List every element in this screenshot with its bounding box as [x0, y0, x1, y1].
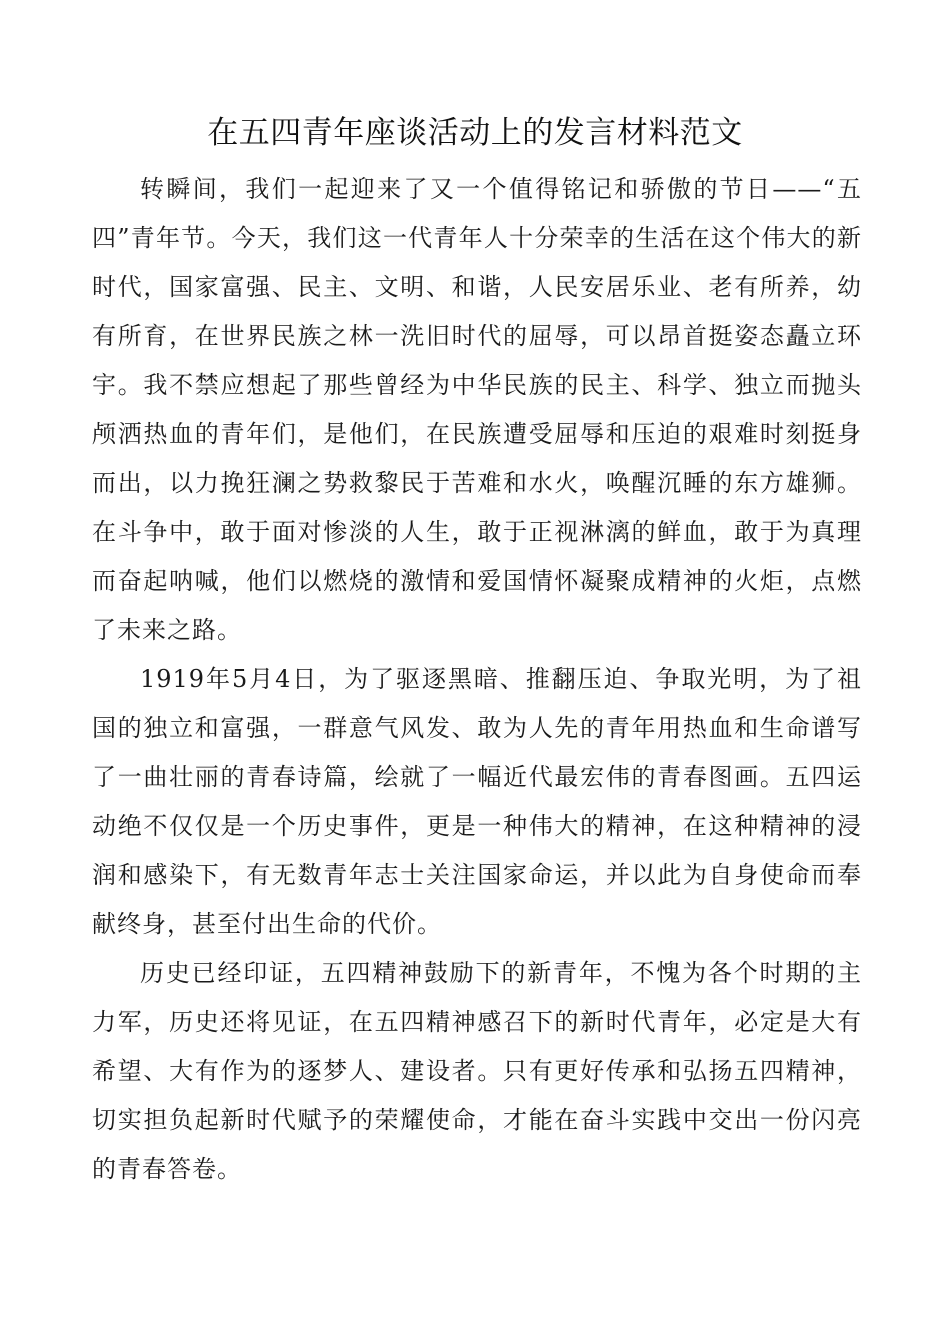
- paragraph: 转瞬间，我们一起迎来了又一个值得铭记和骄傲的节日——“五四”青年节。今天，我们这一代青年人十分荣幸的生活在这个伟大的新时代，国家富强、民主、文明、和谐，人民安居乐业、老有所养，幼有所育，在世界民族之林一洗旧时代的屈辱，可以昂首挺姿态矗立环宇。我不禁应想起了那些曾经为中华民族的民主、科学、独立而抛头颅洒热血的青年们，是他们，在民族遭受屈辱和压迫的艰难时刻挺身而出，以力挽狂澜之势救黎民于苦难和水火，唤醒沉睡的东方雄狮。在斗争中，敢于面对惨淡的人生，敢于正视淋漓的鲜血，敢于为真理而奋起呐喊，他们以燃烧的激情和爱国情怀凝聚成精神的火炬，点燃了未来之路。: [92, 175, 862, 644]
- paragraph: 1919年5月4日，为了驱逐黑暗、推翻压迫、争取光明，为了祖国的独立和富强，一群意气风发、敢为人先的青年用热血和生命谱写了一曲壮丽的青春诗篇，绘就了一幅近代最宏伟的青春图画。五四运动绝不仅仅是一个历史事件，更是一种伟大的精神，在这种精神的浸润和感染下，有无数青年志士关注国家命运，并以此为自身使命而奉献终身，甚至付出生命的代价。: [92, 665, 862, 938]
- paragraph: 历史已经印证，五四精神鼓励下的新青年，不愧为各个时期的主力军，历史还将见证，在五四精神感召下的新时代青年，必定是大有希望、大有作为的逐梦人、建设者。只有更好传承和弘扬五四精神，切实担负起新时代赋予的荣耀使命，才能在奋斗实践中交出一份闪亮的青春答卷。: [92, 959, 862, 1183]
- document-title: 在五四青年座谈活动上的发言材料范文: [207, 115, 743, 151]
- document-body: [92, 165, 862, 1194]
